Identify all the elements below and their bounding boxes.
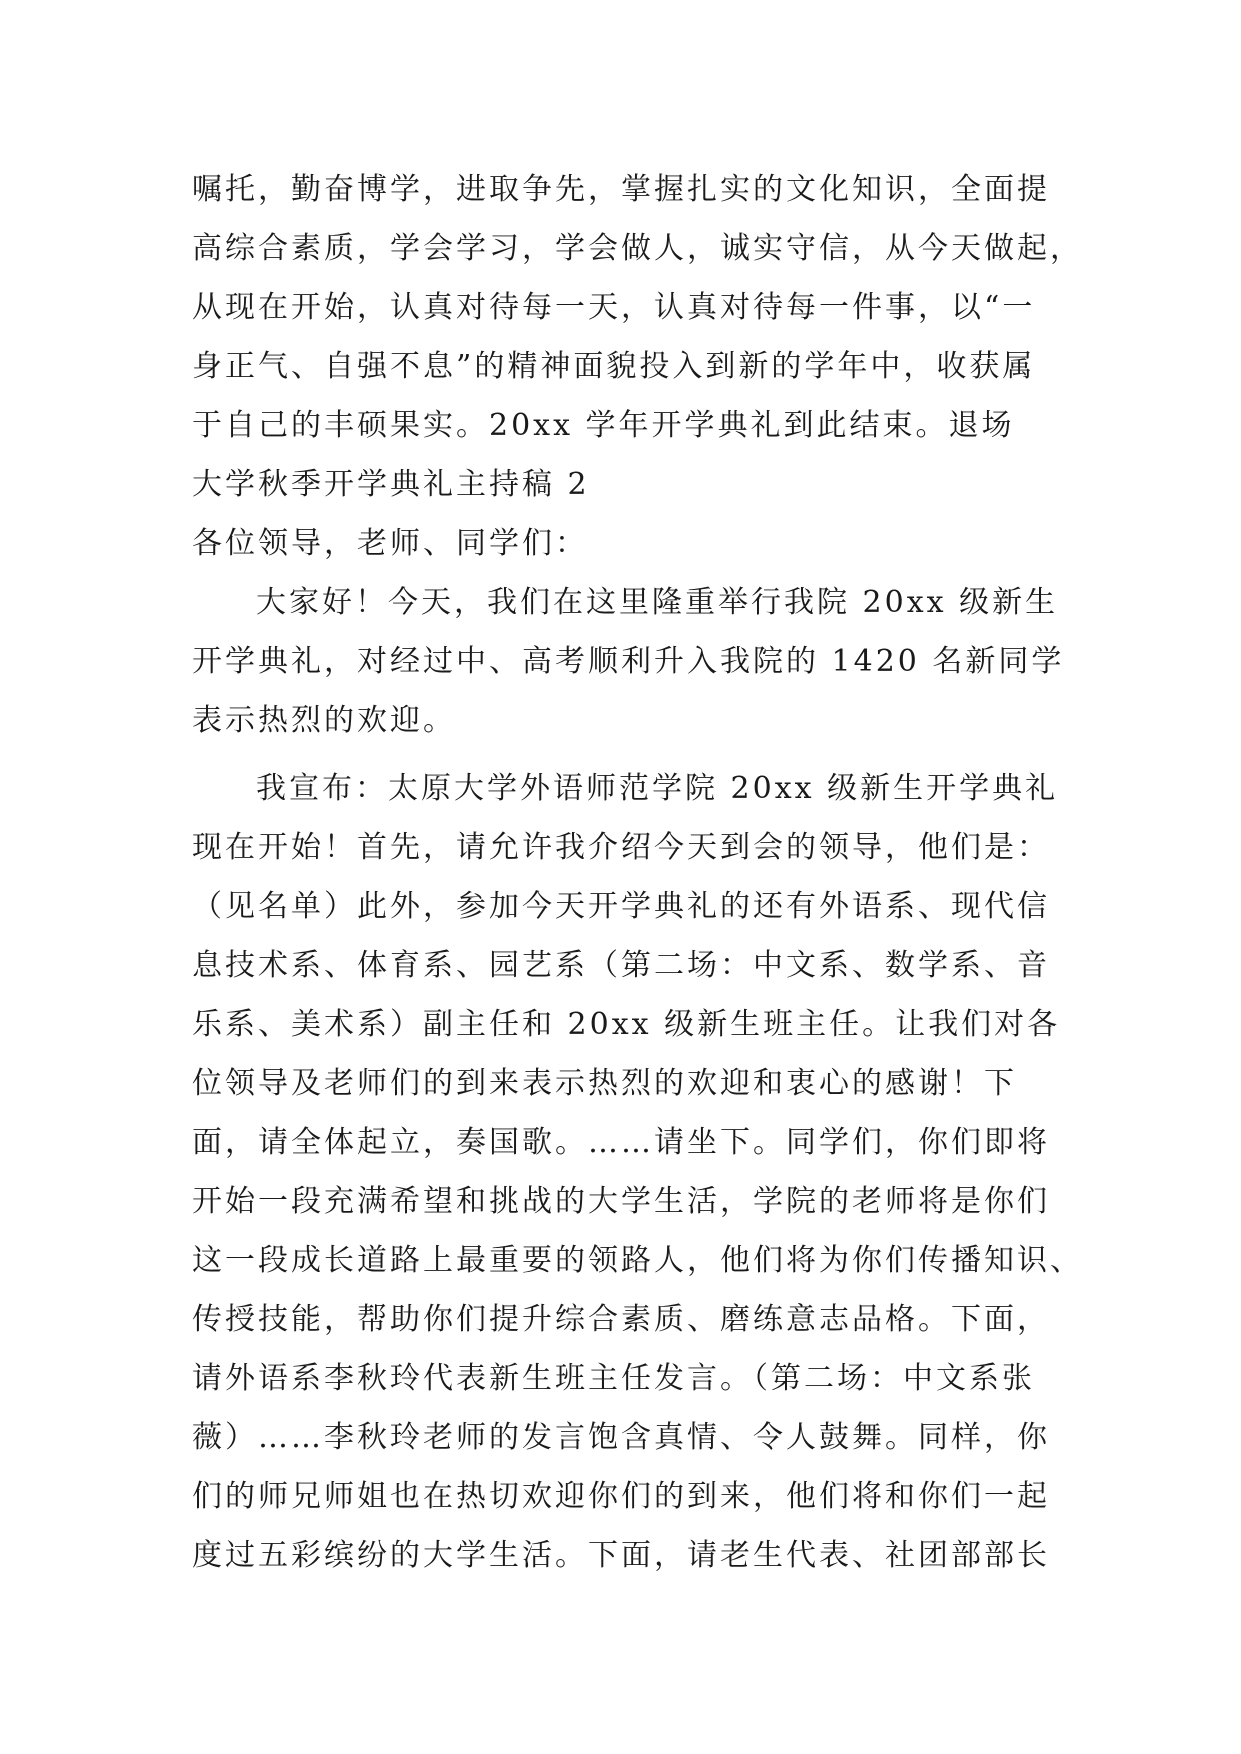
paragraph-start: 大家好！今天，我们在这里隆重举行我院 20xx 级新生: [256, 585, 1059, 620]
text-line: （见名单）此外，参加今天开学典礼的还有外语系、现代信: [192, 889, 1050, 924]
text-line: 息技术系、体育系、园艺系（第二场：中文系、数学系、音: [192, 948, 1050, 983]
text-line: 们的师兄师姐也在热切欢迎你们的到来，他们将和你们一起: [192, 1479, 1050, 1514]
paragraph-start: 我宣布：太原大学外语师范学院 20xx 级新生开学典礼: [256, 771, 1059, 806]
text-line: 请外语系李秋玲代表新生班主任发言。（第二场：中文系张: [192, 1361, 1035, 1396]
text-line: 开学典礼，对经过中、高考顺利升入我院的 1420 名新同学: [192, 644, 1065, 679]
text-line: 从现在开始，认真对待每一天，认真对待每一件事，以“一: [192, 290, 1036, 325]
text-line: 表示热烈的欢迎。: [192, 703, 456, 738]
text-line: 传授技能，帮助你们提升综合素质、磨练意志品格。下面，: [192, 1302, 1050, 1337]
text-line: 身正气、自强不息”的精神面貌投入到新的学年中，收获属: [192, 349, 1036, 384]
text-line: 嘱托，勤奋博学，进取争先，掌握扎实的文化知识，全面提: [192, 172, 1050, 207]
text-line: 乐系、美术系）副主任和 20xx 级新生班主任。让我们对各: [192, 1007, 1061, 1042]
document-page: [192, 160, 1083, 1585]
text-line: 这一段成长道路上最重要的领路人，他们将为你们传播知识、: [192, 1243, 1083, 1278]
section-title: 大学秋季开学典礼主持稿 2: [192, 467, 590, 502]
text-line: 薇）……李秋玲老师的发言饱含真情、令人鼓舞。同样，你: [192, 1420, 1050, 1455]
text-line: 面，请全体起立，奏国歌。……请坐下。同学们，你们即将: [192, 1125, 1050, 1160]
text-line: 现在开始！首先，请允许我介绍今天到会的领导，他们是：: [192, 830, 1050, 865]
text-line: 于自己的丰硕果实。20xx 学年开学典礼到此结束。退场: [192, 408, 1015, 443]
salutation: 各位领导，老师、同学们：: [192, 526, 588, 561]
text-line: 开始一段充满希望和挑战的大学生活，学院的老师将是你们: [192, 1184, 1050, 1219]
text-line: 高综合素质，学会学习，学会做人，诚实守信，从今天做起，: [192, 231, 1083, 266]
text-line: 位领导及老师们的到来表示热烈的欢迎和衷心的感谢！下: [192, 1066, 1017, 1101]
text-line: 度过五彩缤纷的大学生活。下面，请老生代表、社团部部长: [192, 1538, 1050, 1573]
